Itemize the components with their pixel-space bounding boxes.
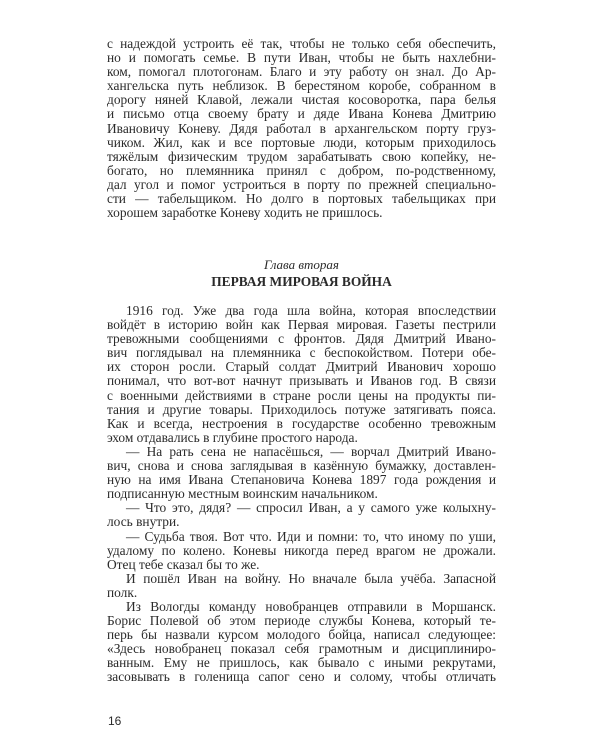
text-line: — Что это, дядя? — спросил Иван, а у самого уже колыхну- xyxy=(126,500,496,516)
text-line: с военными действиями в стране росли цены на продукты пи- xyxy=(107,387,496,403)
text-line: подписанную местным воинским начальником. xyxy=(107,486,378,502)
text-line: дорогу няней Клавой, лежали чистая косоворотка, пара белья xyxy=(107,92,496,108)
text-line: ком, помогал плотогонам. Благо и эту работу он знал. До Ар- xyxy=(107,64,496,80)
text-line: — Судьба твоя. Вот что. Иди и помни: то, что иному по уши, xyxy=(126,528,496,544)
text-line: — На рать сена не напасёшься, — ворчал Дмитрий Ивано- xyxy=(126,443,496,459)
text-line: Как и всегда, нестроения в государстве особенно тревожным xyxy=(107,415,496,431)
text-line: И пошёл Иван на войну. Но вначале была учёба. Запасной xyxy=(126,570,496,586)
text-line: Отец тебе сказал бы то же. xyxy=(107,556,260,572)
text-line: тания и другие товары. Приходилось потуже затягивать пояса. xyxy=(107,401,496,417)
text-line: тяжёлым физическим трудом зарабатывать свою копейку, не- xyxy=(107,148,496,164)
text-line: вич поглядывал на племянника с беспокойством. Потери обе- xyxy=(107,345,496,361)
text-line: понимал, что вот-вот начнут призывать и Иванов год. В связи xyxy=(107,373,496,389)
text-line: лось внутри. xyxy=(107,514,180,530)
text-line: но и помогать семье. В пути Иван, чтобы не быть нахлебни- xyxy=(107,50,496,66)
text-line: хорошем заработке Коневу ходить не пришлось. xyxy=(107,205,383,221)
chapter-heading xyxy=(107,257,496,290)
text-line: «Здесь новобранец показал себя грамотным и дисциплиниро- xyxy=(107,641,496,657)
text-line: войдёт в историю войн как Первая мировая. Газеты пестрили xyxy=(107,317,496,333)
text-line: чиком. Жил, как и все портовые люди, которым приходилось xyxy=(107,134,496,150)
text-line: вич, снова и снова заглядывая в казённую бумажку, доставлен- xyxy=(107,458,496,474)
text-line: засовывать в голенища сапог сено и солому, чтобы отличать xyxy=(107,669,496,685)
text-line: тревожными сообщениями с фронтов. Дядя Дмитрий Ивано- xyxy=(107,331,496,347)
text-line: хангельска путь неблизок. В берестяном коробе, собранном в xyxy=(107,78,496,94)
text-line: их сторон росли. Старый солдат Дмитрий Иванович хорошо xyxy=(107,359,496,375)
text-line: Ивановичу Коневу. Дядя работал в архангельском порту груз- xyxy=(107,120,496,136)
chapter-body xyxy=(107,304,496,685)
text-line: сти — табельщиком. Но долго в портовых табельщиках при xyxy=(107,191,496,207)
text-line: 1916 год. Уже два года шла война, которая впоследствии xyxy=(126,303,496,318)
paragraph-continued xyxy=(107,37,496,220)
chapter-label: Глава вторая xyxy=(264,257,339,272)
text-line: ную на имя Ивана Степановича Конева 1897 года рождения и xyxy=(107,472,496,488)
text-line: и письмо отца своему брату и дяде Ивана Конева Дмитрию xyxy=(107,106,496,122)
text-line: дал угол и помог устроиться в порту по прежней специально- xyxy=(107,176,496,192)
text-line: удалому по колено. Коневы никогда перед врагом не дрожали. xyxy=(107,542,496,558)
text-line: полк. xyxy=(107,584,138,600)
text-line: перь бы назвали курсом молодого бойца, написал следующее: xyxy=(107,627,496,643)
text-line: Борис Полевой об этом периоде службы Конева, который те- xyxy=(107,613,496,629)
text-line: эхом отдавались в глубине простого народа. xyxy=(107,429,358,445)
text-line: Из Вологды команду новобранцев отправили в Моршанск. xyxy=(126,598,496,614)
text-line: богато, но племянника принял с добром, по-родственному, xyxy=(107,162,496,178)
chapter-title: ПЕРВАЯ МИРОВАЯ ВОЙНА xyxy=(211,274,392,289)
page-number: 16 xyxy=(108,714,122,728)
text-line: с надеждой устроить её так, чтобы не только себя обеспечить, xyxy=(107,36,496,51)
text-line: ванным. Ему не пришлось, как бывало с иными рекрутами, xyxy=(107,655,496,671)
